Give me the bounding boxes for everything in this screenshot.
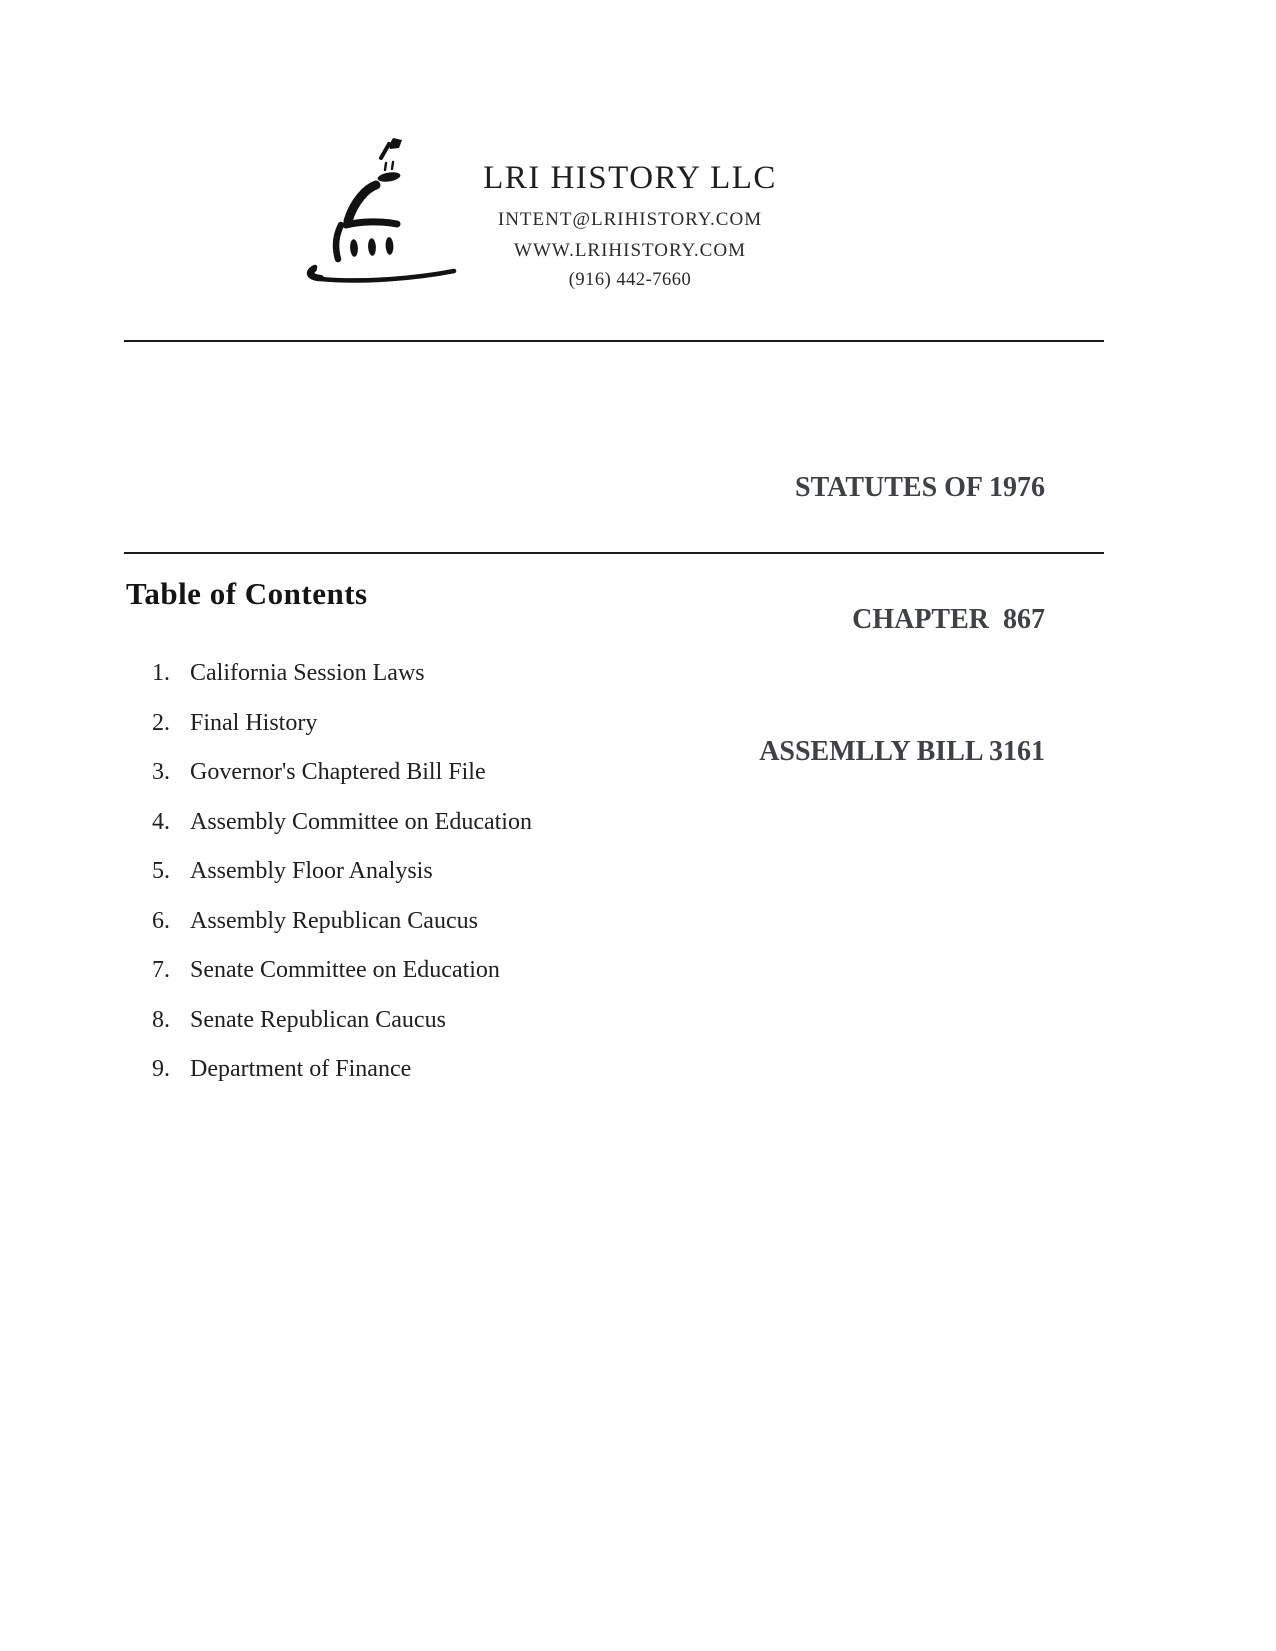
toc-item <box>152 699 532 749</box>
company-website: WWW.LRIHISTORY.COM <box>514 240 746 261</box>
statute-heading-block <box>759 378 1045 862</box>
divider-top-rule <box>124 340 1104 342</box>
statutes-year-line: STATUTES OF 1976 <box>795 472 1045 503</box>
toc-item-label: Department of Finance <box>190 1056 412 1082</box>
toc-item-label: Governor's Chaptered Bill File <box>190 759 486 785</box>
toc-item-number: 7. <box>152 957 170 983</box>
statutes-chapter-line: CHAPTER 867 <box>852 604 1045 635</box>
toc-item <box>152 1045 532 1095</box>
toc-item-number: 8. <box>152 1006 170 1033</box>
statutes-bill-line: ASSEMLLY BILL 3161 <box>759 736 1045 767</box>
toc-item-label: Assembly Republican Caucus <box>190 907 478 934</box>
company-name: LRI HISTORY LLC <box>483 160 777 196</box>
toc-item-number: 9. <box>152 1056 170 1082</box>
toc-item-label: Senate Committee on Education <box>190 957 500 983</box>
toc-item-number: 5. <box>152 858 170 884</box>
toc-item <box>152 897 532 947</box>
toc-item-number: 2. <box>152 709 170 736</box>
toc-item-number: 3. <box>152 759 170 785</box>
toc-item <box>152 996 532 1046</box>
toc-item <box>152 946 532 996</box>
toc-item-label: Final History <box>190 709 318 736</box>
toc-item <box>152 847 532 897</box>
toc-item-number: 4. <box>152 808 170 835</box>
toc-item-label: Assembly Committee on Education <box>190 808 532 835</box>
toc-list <box>152 649 532 1095</box>
divider-bottom-rule <box>124 552 1104 554</box>
company-email: INTENT@LRIHISTORY.COM <box>497 209 763 230</box>
toc-item <box>152 798 532 848</box>
toc-item-number: 6. <box>152 907 170 934</box>
toc-item-label: California Session Laws <box>190 660 425 686</box>
toc-item-label: Assembly Floor Analysis <box>190 858 433 884</box>
toc-item-label: Senate Republican Caucus <box>190 1006 446 1033</box>
toc-item <box>152 649 532 699</box>
toc-item <box>152 748 532 798</box>
toc-heading: Table of Contents <box>126 576 368 611</box>
toc-item-number: 1. <box>152 660 170 686</box>
company-phone: (916) 442-7660 <box>568 270 692 290</box>
